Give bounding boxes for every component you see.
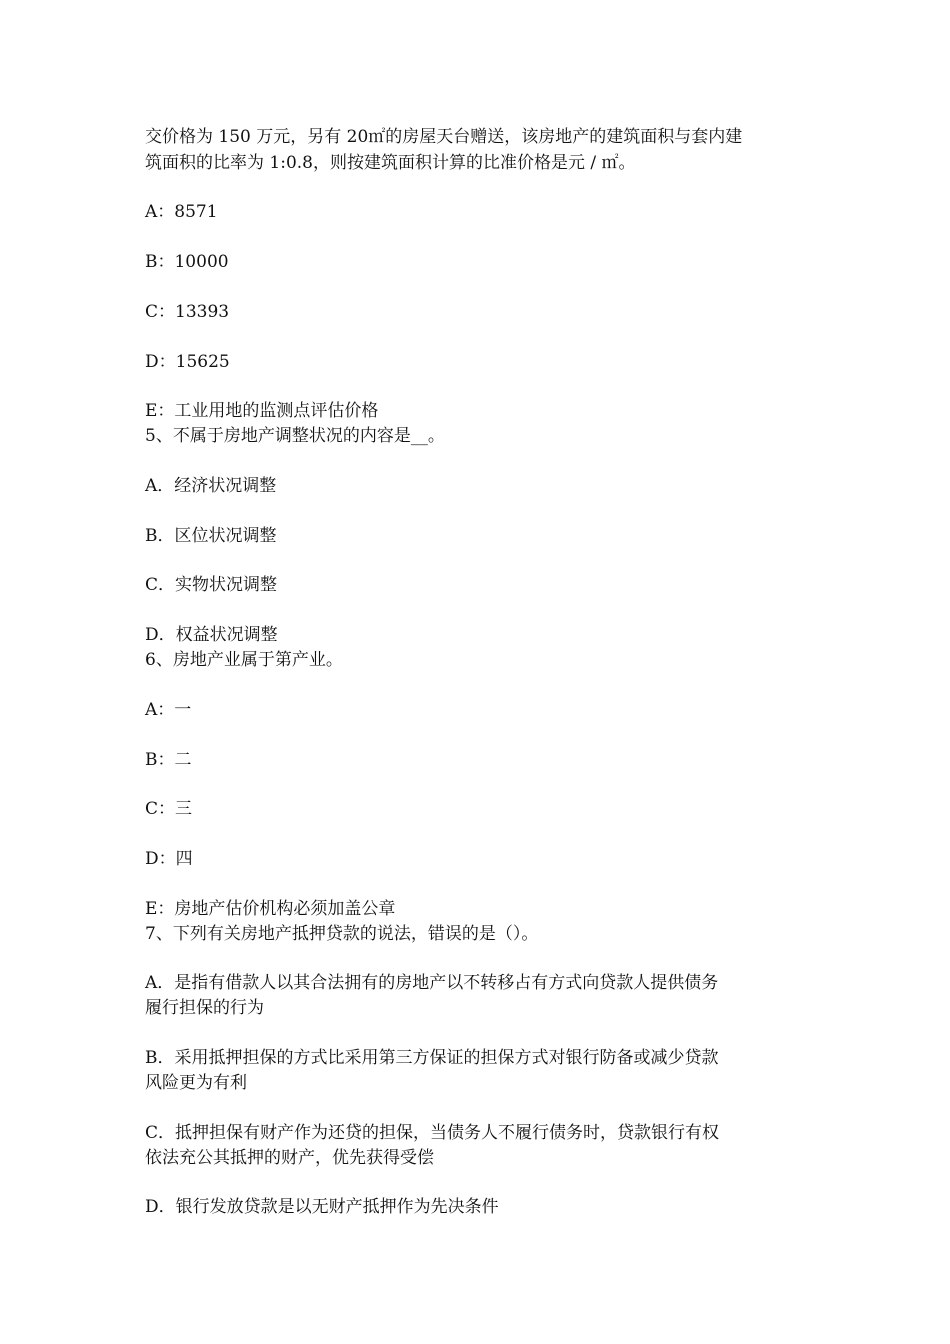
q6-option-a: A：一 (145, 700, 192, 720)
question-6-stem: 6、房地产业属于第产业。 (145, 650, 343, 670)
q7-option-b-line-2: 风险更为有利 (145, 1073, 247, 1093)
q4-option-c: C：13393 (145, 302, 230, 322)
q4-option-d: D：15625 (145, 352, 230, 372)
q4-option-a: A：8571 (145, 202, 218, 222)
q5-option-a: A．经济状况调整 (145, 476, 277, 496)
q7-option-b-line-1: B．采用抵押担保的方式比采用第三方保证的担保方式对银行防备或减少贷款 (145, 1048, 719, 1068)
q5-option-c: C．实物状况调整 (145, 575, 278, 595)
q7-option-a-line-1: A．是指有借款人以其合法拥有的房地产以不转移占有方式向贷款人提供债务 (145, 973, 719, 993)
question-4-stem-line-2: 筑面积的比率为 1:0.8，则按建筑面积计算的比准价格是元 / ㎡。 (145, 153, 636, 173)
q7-option-a-line-2: 履行担保的行为 (145, 998, 264, 1018)
q5-option-b: B．区位状况调整 (145, 526, 277, 546)
question-4-stem-line-1: 交价格为 150 万元，另有 20㎡的房屋天台赠送，该房地产的建筑面积与套内建 (145, 127, 743, 147)
question-7-stem: 7、下列有关房地产抵押贷款的说法，错误的是（）。 (145, 924, 539, 944)
q7-option-c-line-1: C．抵押担保有财产作为还贷的担保，当债务人不履行债务时，贷款银行有权 (145, 1123, 720, 1143)
q6-option-c: C：三 (145, 799, 193, 819)
q7-option-d: D．银行发放贷款是以无财产抵押作为先决条件 (145, 1197, 499, 1217)
q5-option-d: D．权益状况调整 (145, 625, 278, 645)
q6-option-b: B：二 (145, 750, 192, 770)
q6-option-d: D：四 (145, 849, 193, 869)
q4-option-e: E：工业用地的监测点评估价格 (145, 401, 379, 421)
q7-option-c-line-2: 依法充公其抵押的财产，优先获得受偿 (145, 1148, 434, 1168)
q6-option-e: E：房地产估价机构必须加盖公章 (145, 899, 396, 919)
question-5-stem: 5、不属于房地产调整状况的内容是__。 (145, 426, 445, 446)
q4-option-b: B：10000 (145, 252, 229, 272)
